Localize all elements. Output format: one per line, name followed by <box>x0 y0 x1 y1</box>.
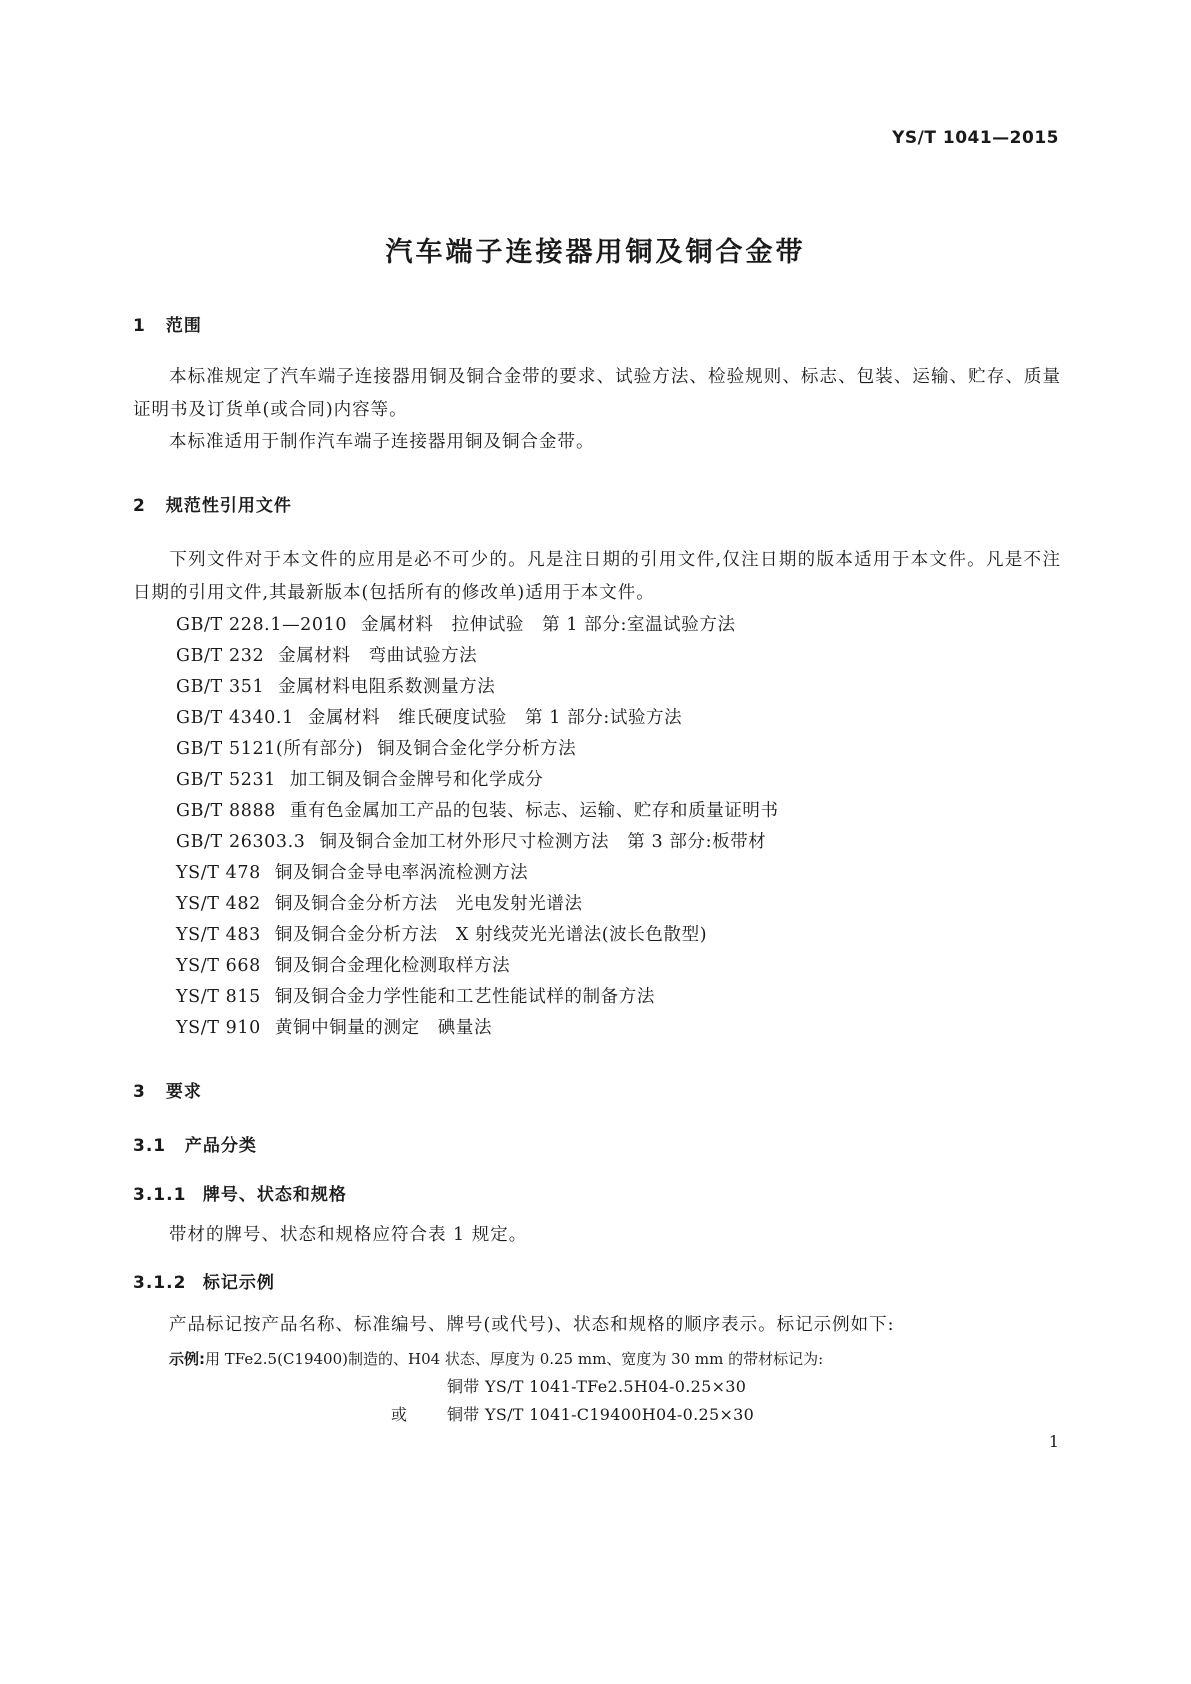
reference-item <box>176 1014 492 1039</box>
reference-title: 铜及铜合金化学分析方法 <box>377 739 577 759</box>
reference-item <box>176 611 736 636</box>
reference-code: GB/T 26303.3 <box>176 832 306 852</box>
section-2-paragraph-1 <box>133 544 1061 610</box>
paragraph-text: 产品标记按产品名称、标准编号、牌号(或代号)、状态和规格的顺序表示。标记示例如下: <box>169 1315 895 1335</box>
reference-title: 铜及铜合金分析方法 X 射线荧光光谱法(波长色散型) <box>274 925 708 945</box>
reference-code: GB/T 351 <box>176 677 265 697</box>
reference-title: 铜及铜合金理化检测取样方法 <box>274 956 511 976</box>
section-3-1-1-heading <box>133 1180 347 1205</box>
example-line <box>169 1348 823 1369</box>
section-number: 3.1.1 <box>133 1185 187 1205</box>
reference-code: YS/T 478 <box>176 863 261 883</box>
reference-title: 重有色金属加工产品的包装、标志、运输、贮存和质量证明书 <box>289 801 779 821</box>
reference-title: 金属材料 维氏硬度试验 第 1 部分:试验方法 <box>307 708 683 728</box>
reference-title: 铜及铜合金导电率涡流检测方法 <box>274 863 529 883</box>
section-3-1-heading <box>133 1131 257 1156</box>
section-1-heading <box>133 311 202 336</box>
section-title: 范围 <box>165 316 202 336</box>
section-3-1-1-paragraph <box>133 1219 1061 1252</box>
marking-example-1: 铜带 YS/T 1041-TFe2.5H04-0.25×30 <box>447 1377 747 1396</box>
paragraph-text: 带材的牌号、状态和规格应符合表 1 规定。 <box>169 1225 528 1245</box>
reference-code: YS/T 668 <box>176 956 261 976</box>
reference-title: 铜及铜合金加工材外形尺寸检测方法 第 3 部分:板带材 <box>319 832 767 852</box>
section-title: 规范性引用文件 <box>165 496 292 516</box>
section-number: 3.1.2 <box>133 1273 187 1293</box>
marking-example-2: 铜带 YS/T 1041-C19400H04-0.25×30 <box>447 1405 755 1424</box>
reference-item <box>176 890 583 915</box>
section-title: 产品分类 <box>184 1136 257 1156</box>
section-number: 2 <box>133 496 146 516</box>
reference-code: GB/T 5121(所有部分) <box>176 739 364 759</box>
reference-code: YS/T 815 <box>176 987 261 1007</box>
reference-item <box>176 952 510 977</box>
reference-code: YS/T 482 <box>176 894 261 914</box>
reference-code: GB/T 8888 <box>176 801 276 821</box>
reference-code: YS/T 910 <box>176 1018 261 1038</box>
paragraph-text: 下列文件对于本文件的应用是必不可少的。凡是注日期的引用文件,仅注日期的版本适用于本文件。凡是不注日期的引用文件,其最新版本(包括所有的修改单)适用于本文件。 <box>133 550 1061 603</box>
section-2-heading <box>133 491 292 516</box>
reference-item <box>176 797 779 822</box>
reference-item <box>176 983 655 1008</box>
section-3-1-2-paragraph <box>133 1309 1061 1342</box>
reference-title: 金属材料 弯曲试验方法 <box>278 646 478 666</box>
reference-item <box>176 766 543 791</box>
reference-item <box>176 704 682 729</box>
standard-code: YS/T 1041—2015 <box>892 128 1059 148</box>
section-1-paragraph-1 <box>133 361 1061 427</box>
document-title: 汽车端子连接器用铜及铜合金带 <box>385 237 806 268</box>
section-3-1-2-heading <box>133 1268 275 1293</box>
paragraph-text: 本标准适用于制作汽车端子连接器用铜及铜合金带。 <box>169 432 595 452</box>
reference-code: GB/T 4340.1 <box>176 708 294 728</box>
marking-or-label: 或 <box>391 1405 408 1424</box>
section-number: 3.1 <box>133 1136 167 1156</box>
example-label: 示例: <box>169 1350 205 1368</box>
reference-item <box>176 921 707 946</box>
reference-item <box>176 828 766 853</box>
section-title: 牌号、状态和规格 <box>202 1185 347 1205</box>
section-number: 1 <box>133 316 146 336</box>
reference-title: 铜及铜合金分析方法 光电发射光谱法 <box>274 894 583 914</box>
section-3-heading <box>133 1077 202 1102</box>
reference-title: 铜及铜合金力学性能和工艺性能试样的制备方法 <box>274 987 655 1007</box>
reference-title: 金属材料电阻系数测量方法 <box>278 677 496 697</box>
section-1-paragraph-2 <box>133 426 1061 459</box>
reference-title: 金属材料 拉伸试验 第 1 部分:室温试验方法 <box>361 615 736 635</box>
reference-item <box>176 735 576 760</box>
section-number: 3 <box>133 1082 146 1102</box>
reference-item <box>176 642 477 667</box>
reference-code: GB/T 228.1—2010 <box>176 615 348 635</box>
reference-code: GB/T 5231 <box>176 770 276 790</box>
reference-item <box>176 859 528 884</box>
reference-title: 加工铜及铜合金牌号和化学成分 <box>289 770 544 790</box>
page-number: 1 <box>1048 1432 1059 1451</box>
reference-code: YS/T 483 <box>176 925 261 945</box>
section-title: 要求 <box>165 1082 202 1102</box>
reference-title: 黄铜中铜量的测定 碘量法 <box>274 1018 493 1038</box>
reference-code: GB/T 232 <box>176 646 265 666</box>
reference-item <box>176 673 495 698</box>
paragraph-text: 本标准规定了汽车端子连接器用铜及铜合金带的要求、试验方法、检验规则、标志、包装、运输、贮存、质量证明书及订货单(或合同)内容等。 <box>133 367 1061 420</box>
example-text: 用 TFe2.5(C19400)制造的、H04 状态、厚度为 0.25 mm、宽度为 30 mm 的带材标记为: <box>205 1350 824 1368</box>
section-title: 标记示例 <box>202 1273 275 1293</box>
